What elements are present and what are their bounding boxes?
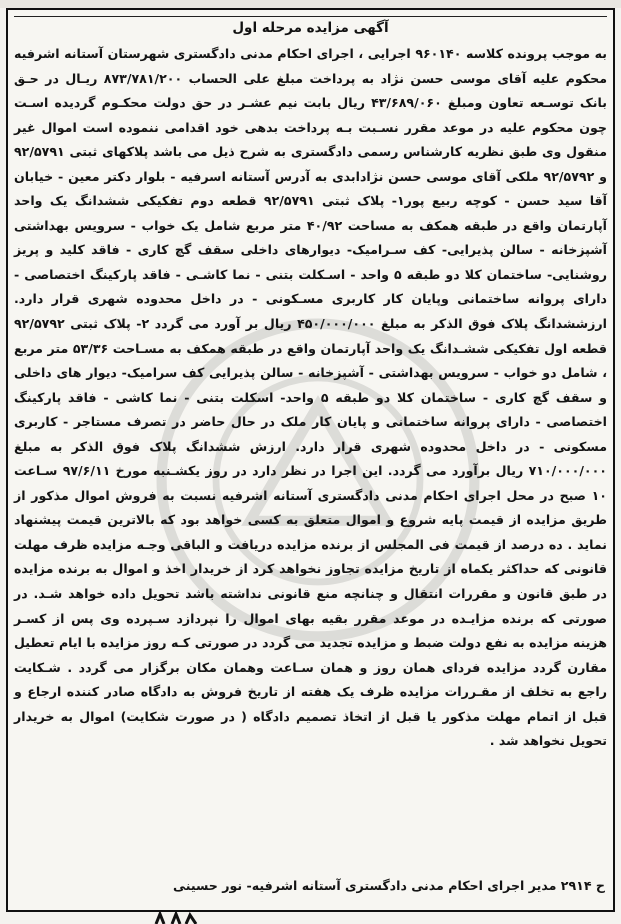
top-rule (14, 16, 607, 17)
previous-column-strip (0, 0, 621, 8)
notice-title: آگهی مزایده مرحله اول (232, 20, 389, 36)
notice-signature: ح ۲۹۱۴ مدیر اجرای احکام مدنی دادگستری آستانه اشرفیه- نور حسینی (172, 878, 605, 893)
notice-body: به موجب پرونده کلاسه ۹۶۰۱۴۰ اجرایی ، اجرای احکام مدنی دادگستری شهرستان آستانه اشرفیه محکوم علیه آقای موسی حسن نژاد به پرداخت مبلغ علی الحساب ۸۷۳/۷۸۱/۲۰۰ ریـال در حـق بانک توسـعه تعاون ومبلغ ۴۳/۶۸۹/۰۶۰ ریال بابت نیم عشـر در حق دولت محکـوم گردیده اسـت چون محکوم علیه در موعد مقرر نسـبت بـه پرداخت بدهی خود اقدامی ننموده است اموال غیر منقول وی طبق نظریه کارشناس رسمی دادگستری به شرح ذیل می باشد پلاکهای ثبتی ۹۲/۵۷۹۱ و ۹۲/۵۷۹۲ ملکی آقای موسی حسن نژادابدی به آدرس آستانه اسرفیه - بلوار دکتر معین - خیابان آقا سید حسن - کوچه ربیع پور۱- پلاک ثبتی ۹۲/۵۷۹۱ قطعه دوم تفکیکی ششدانگ یک واحد آپارتمان واقع در طبقه همکف به مساحت ۴۰/۹۲ متر مربع شامل یک خواب - سرویس بهداشتی آشپزخانه - سالن پذیرایی- کف سـرامیک- دیوارهای داخلی سقف گچ کاری - فاقد کلید و پریز روشنایی- ساختمان کلا دو طبقه ۵ واحد - اسـکلت بتنی - نما کاشـی - فاقد پارکینگ اختصاصی - دارای پروانه ساختمانی وپایان کار کاربری مسـکونی - در داخل محدوده شهری قرار دارد. ارزششدانگ پلاک فوق الذکر به مبلغ ۴۵۰/۰۰۰/۰۰۰ ریال بر آورد می گردد ۲- پلاک ثبتی ۹۲/۵۷۹۲ قطعه اول تفکیکی ششـدانگ یک واحد آپارتمان واقع در طبقه همکف به مسـاحت ۵۳/۳۶ متر مربع ، شامل دو خواب - سرویس بهداشتی - آشپزخانه - سالن پذیرایی کف سرامیک- دیوار های داخلی و سقف گچ کاری - ساختمان کلا دو طبقه ۵ واحد- اسکلت بتنی - نما کاشی - فاقد پارکینگ اختصاصی - دارای پروانه ساختمانی و پایان کار ملک در حال حاضر در تصرف مستاجر - کاربری مسکونی - در داخل محدوده شهری قرار دارد. ارزش ششدانگ پلاک فوق الذکر به مبلغ ۷۱۰/۰۰۰/۰۰۰ ریال برآورد می گردد. این اجرا در نظر دارد در روز یکشـنبه مورخ ۹۷/۶/۱۱ سـاعت ۱۰ صبح در محل اجرای احکام مدنی دادگستری آستانه اشرفیه نسبت به فروش اموال مذکور از طریق مزایده از قیمت پایه شروع و اموال متعلق به کسی خواهد بود که بالاترین قیمت پیشنهاد نماید . ده درصد از قیمت فی المجلس از برنده مزایده دریافت و الباقی وجـه مزایده ظرف مهلت قانونی که حداکثر یکماه از تاریخ مزایده تجاوز نخواهد کرد از خریدار اخذ و اموال به برنده مزایده در طبق قانون و مقررات انتقال و چنانچه منع قانونی نداشته باشد تحویل داده خواهد شـد. در صورتی که برنده مزایـده در موعد مقرر بقیه بهای اموال را نپردازد سـپرده وی پس از کسـر هزینه مزایده به نفع دولت ضبط و مزایده تجدید می گردد در صورتی کـه روز مزایده با ایام تعطیل مقارن گردد مزایده فردای همان روز و همان سـاعت وهمان مکان برگزار می گردد . شـکایت راجع به تخلف از مقـررات مزایده ظرف یک هفته از تاریخ فروش به دادگاه صادر کننده ارجاع و قبل از اتمام مهلت مذکور یا قبل از اتخاذ تصمیم دادگاه ( در صورت شکایت) اموال به خریدار تحویل نخواهد شد . (14, 46, 608, 749)
page-number-fragment (150, 912, 210, 924)
auction-notice-frame (6, 8, 615, 912)
